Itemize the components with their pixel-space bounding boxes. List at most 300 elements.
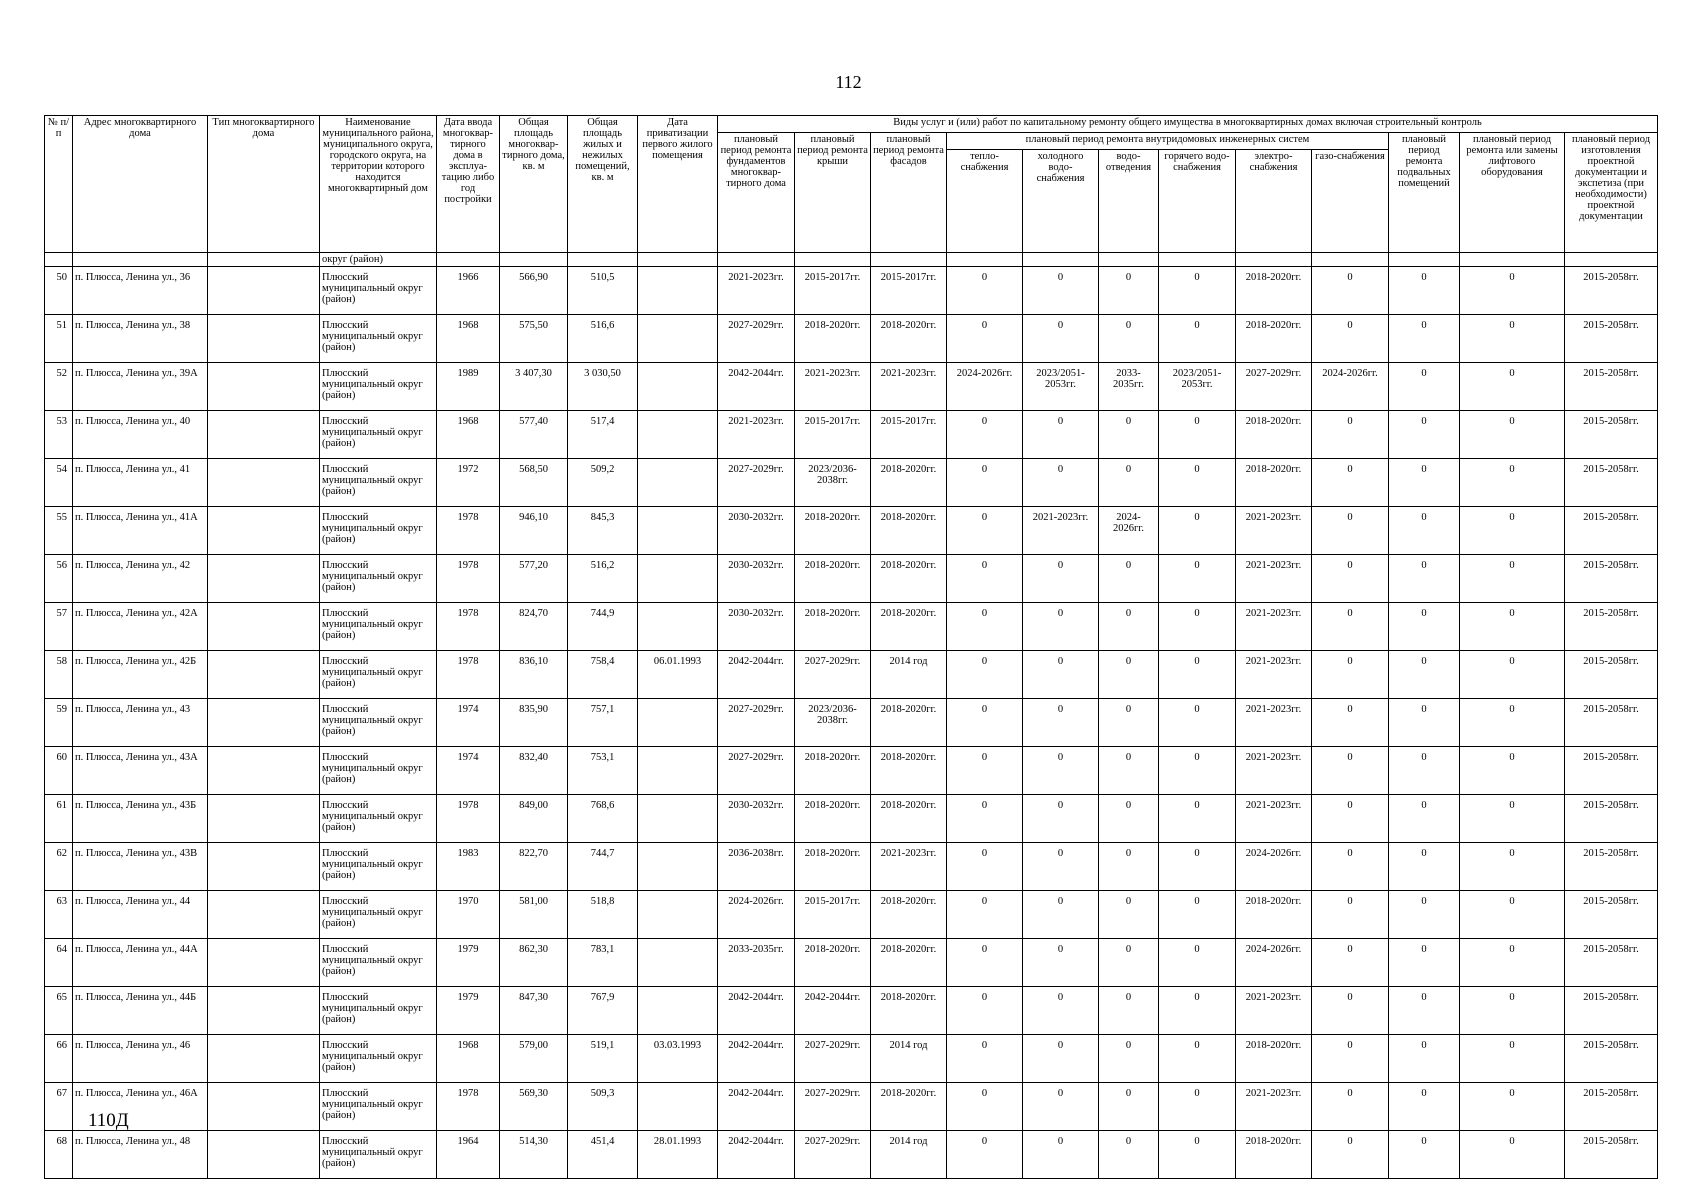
privatization-date-cell (638, 939, 718, 987)
design-docs-cell: 2015-2058гг. (1565, 1035, 1658, 1083)
row-number: 68 (45, 1131, 73, 1179)
total-area-cell: 832,40 (500, 747, 568, 795)
facade-period-cell: 2014 год (871, 651, 947, 699)
gas-cell: 0 (1312, 795, 1389, 843)
heat-supply-cell: 0 (947, 795, 1023, 843)
address-cell: п. Плюсса, Ленина ул., 46А (73, 1083, 208, 1131)
gas-cell: 2024-2026гг. (1312, 363, 1389, 411)
hot-water-cell: 2023/2051-2053гг. (1159, 363, 1236, 411)
basement-cell: 0 (1389, 363, 1460, 411)
privatization-date-cell (638, 363, 718, 411)
row-number: 60 (45, 747, 73, 795)
elevator-cell: 0 (1460, 699, 1565, 747)
type-cell (208, 267, 320, 315)
living-area-cell: 516,6 (568, 315, 638, 363)
electric-cell: 2021-2023гг. (1236, 987, 1312, 1035)
electric-cell: 2021-2023гг. (1236, 603, 1312, 651)
roof-period-cell: 2015-2017гг. (795, 267, 871, 315)
heat-supply-cell: 0 (947, 267, 1023, 315)
privatization-date-cell: 03.03.1993 (638, 1035, 718, 1083)
row-number: 56 (45, 555, 73, 603)
gas-cell: 0 (1312, 1083, 1389, 1131)
privatization-date-cell (638, 891, 718, 939)
total-area-cell: 824,70 (500, 603, 568, 651)
sewer-cell: 0 (1099, 1131, 1159, 1179)
privatization-date-cell: 06.01.1993 (638, 651, 718, 699)
design-docs-cell: 2015-2058гг. (1565, 795, 1658, 843)
address-cell: п. Плюсса, Ленина ул., 43Б (73, 795, 208, 843)
commission-year-cell: 1974 (437, 747, 500, 795)
type-cell (208, 459, 320, 507)
basement-cell: 0 (1389, 267, 1460, 315)
col-design-docs-header: плановый период изготовления проектной документации и экспетиза (при необходимости) проектной документации (1565, 133, 1658, 253)
gas-cell: 0 (1312, 603, 1389, 651)
living-area-cell: 744,9 (568, 603, 638, 651)
facade-period-cell: 2018-2020гг. (871, 939, 947, 987)
total-area-cell: 568,50 (500, 459, 568, 507)
electric-cell: 2024-2026гг. (1236, 843, 1312, 891)
design-docs-cell: 2015-2058гг. (1565, 1131, 1658, 1179)
hot-water-cell: 0 (1159, 795, 1236, 843)
electric-cell: 2018-2020гг. (1236, 411, 1312, 459)
municipality-cell: Плюсский муниципальный округ (район) (320, 747, 437, 795)
foundation-period-cell: 2021-2023гг. (718, 267, 795, 315)
roof-period-cell: 2027-2029гг. (795, 1131, 871, 1179)
total-area-cell: 579,00 (500, 1035, 568, 1083)
facade-period-cell: 2018-2020гг. (871, 747, 947, 795)
cold-water-cell: 0 (1023, 843, 1099, 891)
col-address-header: Адрес многоквартирного дома (73, 116, 208, 253)
col-living-area-header: Общая площадь жилых и нежилых помещений, кв. м (568, 116, 638, 253)
elevator-cell: 0 (1460, 363, 1565, 411)
heat-supply-cell: 0 (947, 1131, 1023, 1179)
privatization-date-cell: 28.01.1993 (638, 1131, 718, 1179)
electric-cell: 2021-2023гг. (1236, 1083, 1312, 1131)
cold-water-cell: 0 (1023, 1035, 1099, 1083)
living-area-cell: 510,5 (568, 267, 638, 315)
gas-cell: 0 (1312, 891, 1389, 939)
elevator-cell: 0 (1460, 603, 1565, 651)
roof-period-cell: 2023/2036-2038гг. (795, 699, 871, 747)
municipality-cell: Плюсский муниципальный округ (район) (320, 267, 437, 315)
design-docs-cell: 2015-2058гг. (1565, 1083, 1658, 1131)
table-row (45, 699, 1658, 747)
commission-year-cell: 1979 (437, 939, 500, 987)
row-number: 62 (45, 843, 73, 891)
type-cell (208, 795, 320, 843)
col-cold-water-header: холодного водо-снабжения (1023, 150, 1099, 253)
privatization-date-cell (638, 795, 718, 843)
electric-cell: 2018-2020гг. (1236, 459, 1312, 507)
privatization-date-cell (638, 459, 718, 507)
roof-period-cell: 2018-2020гг. (795, 507, 871, 555)
type-cell (208, 363, 320, 411)
sewer-cell: 0 (1099, 939, 1159, 987)
foundation-period-cell: 2027-2029гг. (718, 315, 795, 363)
col-commission-date-header: Дата ввода многоквар-тирного дома в эксплуа-тацию либо год постройки (437, 116, 500, 253)
row-number: 58 (45, 651, 73, 699)
gas-cell: 0 (1312, 1035, 1389, 1083)
elevator-cell: 0 (1460, 987, 1565, 1035)
gas-cell: 0 (1312, 267, 1389, 315)
electric-cell: 2021-2023гг. (1236, 795, 1312, 843)
electric-cell: 2021-2023гг. (1236, 699, 1312, 747)
continuation-row (45, 253, 1658, 267)
roof-period-cell: 2018-2020гг. (795, 315, 871, 363)
heat-supply-cell: 0 (947, 1035, 1023, 1083)
roof-period-cell: 2015-2017гг. (795, 891, 871, 939)
table-row (45, 603, 1658, 651)
roof-period-cell: 2023/2036-2038гг. (795, 459, 871, 507)
hot-water-cell: 0 (1159, 1035, 1236, 1083)
privatization-date-cell (638, 987, 718, 1035)
design-docs-cell: 2015-2058гг. (1565, 843, 1658, 891)
privatization-date-cell (638, 699, 718, 747)
roof-period-cell: 2018-2020гг. (795, 555, 871, 603)
type-cell (208, 747, 320, 795)
row-number: 59 (45, 699, 73, 747)
total-area-cell: 566,90 (500, 267, 568, 315)
municipality-cell: Плюсский муниципальный округ (район) (320, 363, 437, 411)
roof-period-cell: 2015-2017гг. (795, 411, 871, 459)
facade-period-cell: 2021-2023гг. (871, 363, 947, 411)
design-docs-cell: 2015-2058гг. (1565, 747, 1658, 795)
living-area-cell: 509,3 (568, 1083, 638, 1131)
col-gas-header: газо-снабжения (1312, 150, 1389, 253)
privatization-date-cell (638, 603, 718, 651)
gas-cell: 0 (1312, 1131, 1389, 1179)
table-row (45, 363, 1658, 411)
elevator-cell: 0 (1460, 411, 1565, 459)
heat-supply-cell: 0 (947, 651, 1023, 699)
commission-year-cell: 1978 (437, 1083, 500, 1131)
elevator-cell: 0 (1460, 843, 1565, 891)
heat-supply-cell: 0 (947, 699, 1023, 747)
table-row (45, 507, 1658, 555)
design-docs-cell: 2015-2058гг. (1565, 651, 1658, 699)
living-area-cell: 518,8 (568, 891, 638, 939)
municipality-cell: Плюсский муниципальный округ (район) (320, 891, 437, 939)
foundation-period-cell: 2024-2026гг. (718, 891, 795, 939)
heat-supply-cell: 0 (947, 939, 1023, 987)
address-cell: п. Плюсса, Ленина ул., 36 (73, 267, 208, 315)
row-number: 50 (45, 267, 73, 315)
row-number: 54 (45, 459, 73, 507)
table-row (45, 411, 1658, 459)
design-docs-cell: 2015-2058гг. (1565, 555, 1658, 603)
cold-water-cell: 0 (1023, 939, 1099, 987)
living-area-cell: 767,9 (568, 987, 638, 1035)
hot-water-cell: 0 (1159, 699, 1236, 747)
address-cell: п. Плюсса, Ленина ул., 48 (73, 1131, 208, 1179)
facade-period-cell: 2018-2020гг. (871, 555, 947, 603)
privatization-date-cell (638, 843, 718, 891)
privatization-date-cell (638, 555, 718, 603)
row-number: 66 (45, 1035, 73, 1083)
basement-cell: 0 (1389, 795, 1460, 843)
facade-period-cell: 2018-2020гг. (871, 987, 947, 1035)
elevator-cell: 0 (1460, 747, 1565, 795)
heat-supply-cell: 0 (947, 603, 1023, 651)
municipality-cell: Плюсский муниципальный округ (район) (320, 1083, 437, 1131)
heat-supply-cell: 0 (947, 747, 1023, 795)
address-cell: п. Плюсса, Ленина ул., 42А (73, 603, 208, 651)
basement-cell: 0 (1389, 603, 1460, 651)
table-row (45, 747, 1658, 795)
heat-supply-cell: 0 (947, 315, 1023, 363)
type-cell (208, 1083, 320, 1131)
sewer-cell: 0 (1099, 411, 1159, 459)
type-cell (208, 603, 320, 651)
facade-period-cell: 2018-2020гг. (871, 795, 947, 843)
foundation-period-cell: 2042-2044гг. (718, 987, 795, 1035)
cold-water-cell: 0 (1023, 1131, 1099, 1179)
elevator-cell: 0 (1460, 1083, 1565, 1131)
address-cell: п. Плюсса, Ленина ул., 41А (73, 507, 208, 555)
roof-period-cell: 2027-2029гг. (795, 651, 871, 699)
hot-water-cell: 0 (1159, 747, 1236, 795)
sewer-cell: 0 (1099, 987, 1159, 1035)
hot-water-cell: 0 (1159, 987, 1236, 1035)
row-number: 61 (45, 795, 73, 843)
cold-water-cell: 0 (1023, 699, 1099, 747)
sewer-cell: 0 (1099, 603, 1159, 651)
heat-supply-cell: 0 (947, 891, 1023, 939)
design-docs-cell: 2015-2058гг. (1565, 267, 1658, 315)
elevator-cell: 0 (1460, 459, 1565, 507)
row-number: 63 (45, 891, 73, 939)
gas-cell: 0 (1312, 507, 1389, 555)
hot-water-cell: 0 (1159, 315, 1236, 363)
municipality-cell: Плюсский муниципальный округ (район) (320, 795, 437, 843)
commission-year-cell: 1974 (437, 699, 500, 747)
table-body (45, 253, 1658, 1179)
municipality-cell: Плюсский муниципальный округ (район) (320, 1131, 437, 1179)
total-area-cell: 835,90 (500, 699, 568, 747)
cold-water-cell: 0 (1023, 747, 1099, 795)
type-cell (208, 507, 320, 555)
privatization-date-cell (638, 315, 718, 363)
roof-period-cell: 2027-2029гг. (795, 1083, 871, 1131)
commission-year-cell: 1979 (437, 987, 500, 1035)
cold-water-cell: 0 (1023, 891, 1099, 939)
elevator-cell: 0 (1460, 267, 1565, 315)
living-area-cell: 744,7 (568, 843, 638, 891)
type-cell (208, 843, 320, 891)
living-area-cell: 845,3 (568, 507, 638, 555)
sewer-cell: 0 (1099, 747, 1159, 795)
table-row (45, 459, 1658, 507)
foundation-period-cell: 2027-2029гг. (718, 699, 795, 747)
col-municipality-header: Наименование муниципального района, муниципального округа, городского округа, на территории которого находится многоквартирный дом (320, 116, 437, 253)
sewer-cell: 0 (1099, 843, 1159, 891)
elevator-cell: 0 (1460, 795, 1565, 843)
table-row (45, 651, 1658, 699)
total-area-cell: 514,30 (500, 1131, 568, 1179)
col-facade-header: плановый период ремонта фасадов (871, 133, 947, 253)
table-row (45, 939, 1658, 987)
commission-year-cell: 1968 (437, 1035, 500, 1083)
heat-supply-cell: 0 (947, 507, 1023, 555)
table-row (45, 891, 1658, 939)
address-cell: п. Плюсса, Ленина ул., 44 (73, 891, 208, 939)
cold-water-cell: 0 (1023, 795, 1099, 843)
living-area-cell: 783,1 (568, 939, 638, 987)
cold-water-cell: 0 (1023, 603, 1099, 651)
basement-cell: 0 (1389, 1035, 1460, 1083)
commission-year-cell: 1978 (437, 555, 500, 603)
commission-year-cell: 1978 (437, 651, 500, 699)
capital-repair-table (44, 115, 1658, 1179)
sewer-cell: 0 (1099, 555, 1159, 603)
design-docs-cell: 2015-2058гг. (1565, 603, 1658, 651)
table-row (45, 267, 1658, 315)
design-docs-cell: 2015-2058гг. (1565, 363, 1658, 411)
total-area-cell: 575,50 (500, 315, 568, 363)
cold-water-cell: 0 (1023, 651, 1099, 699)
hot-water-cell: 0 (1159, 267, 1236, 315)
cold-water-cell: 0 (1023, 1083, 1099, 1131)
gas-cell: 0 (1312, 987, 1389, 1035)
living-area-cell: 516,2 (568, 555, 638, 603)
row-number: 57 (45, 603, 73, 651)
address-cell: п. Плюсса, Ленина ул., 42 (73, 555, 208, 603)
municipality-cell: Плюсский муниципальный округ (район) (320, 987, 437, 1035)
row-number: 65 (45, 987, 73, 1035)
hot-water-cell: 0 (1159, 651, 1236, 699)
total-area-cell: 822,70 (500, 843, 568, 891)
foundation-period-cell: 2042-2044гг. (718, 651, 795, 699)
municipality-cell: Плюсский муниципальный округ (район) (320, 651, 437, 699)
heat-supply-cell: 0 (947, 411, 1023, 459)
basement-cell: 0 (1389, 507, 1460, 555)
col-total-area-header: Общая площадь многоквар-тирного дома, кв. м (500, 116, 568, 253)
address-cell: п. Плюсса, Ленина ул., 43А (73, 747, 208, 795)
col-foundation-header: плановый период ремонта фундаментов многоквар-тирного дома (718, 133, 795, 253)
foundation-period-cell: 2042-2044гг. (718, 363, 795, 411)
foundation-period-cell: 2036-2038гг. (718, 843, 795, 891)
type-cell (208, 939, 320, 987)
design-docs-cell: 2015-2058гг. (1565, 699, 1658, 747)
basement-cell: 0 (1389, 1083, 1460, 1131)
gas-cell: 0 (1312, 555, 1389, 603)
facade-period-cell: 2018-2020гг. (871, 1083, 947, 1131)
municipality-cell: Плюсский муниципальный округ (район) (320, 939, 437, 987)
sewer-cell: 2033-2035гг. (1099, 363, 1159, 411)
municipality-cell: Плюсский муниципальный округ (район) (320, 411, 437, 459)
cold-water-cell: 0 (1023, 315, 1099, 363)
facade-period-cell: 2015-2017гг. (871, 267, 947, 315)
row-number: 52 (45, 363, 73, 411)
heat-supply-cell: 2024-2026гг. (947, 363, 1023, 411)
facade-period-cell: 2015-2017гг. (871, 411, 947, 459)
municipality-cell: Плюсский муниципальный округ (район) (320, 1035, 437, 1083)
table-row (45, 987, 1658, 1035)
col-roof-header: плановый период ремонта крыши (795, 133, 871, 253)
living-area-cell: 451,4 (568, 1131, 638, 1179)
cold-water-cell: 0 (1023, 987, 1099, 1035)
sewer-cell: 0 (1099, 1035, 1159, 1083)
living-area-cell: 753,1 (568, 747, 638, 795)
foundation-period-cell: 2033-2035гг. (718, 939, 795, 987)
continuation-text: округ (район) (320, 253, 437, 267)
address-cell: п. Плюсса, Ленина ул., 44А (73, 939, 208, 987)
elevator-cell: 0 (1460, 891, 1565, 939)
type-cell (208, 1131, 320, 1179)
elevator-cell: 0 (1460, 315, 1565, 363)
facade-period-cell: 2018-2020гг. (871, 699, 947, 747)
row-number: 64 (45, 939, 73, 987)
living-area-cell: 519,1 (568, 1035, 638, 1083)
roof-period-cell: 2018-2020гг. (795, 939, 871, 987)
gas-cell: 0 (1312, 747, 1389, 795)
privatization-date-cell (638, 747, 718, 795)
electric-cell: 2021-2023гг. (1236, 651, 1312, 699)
facade-period-cell: 2018-2020гг. (871, 603, 947, 651)
col-sewer-header: водо-отведения (1099, 150, 1159, 253)
hot-water-cell: 0 (1159, 1083, 1236, 1131)
commission-year-cell: 1964 (437, 1131, 500, 1179)
design-docs-cell: 2015-2058гг. (1565, 891, 1658, 939)
gas-cell: 0 (1312, 651, 1389, 699)
basement-cell: 0 (1389, 411, 1460, 459)
hot-water-cell: 0 (1159, 459, 1236, 507)
elevator-cell: 0 (1460, 507, 1565, 555)
foundation-period-cell: 2042-2044гг. (718, 1083, 795, 1131)
electric-cell: 2021-2023гг. (1236, 555, 1312, 603)
commission-year-cell: 1968 (437, 411, 500, 459)
cold-water-cell: 2023/2051-2053гг. (1023, 363, 1099, 411)
total-area-cell: 836,10 (500, 651, 568, 699)
sewer-cell: 0 (1099, 795, 1159, 843)
address-cell: п. Плюсса, Ленина ул., 39А (73, 363, 208, 411)
facade-period-cell: 2018-2020гг. (871, 459, 947, 507)
type-cell (208, 555, 320, 603)
page-number: 112 (835, 72, 862, 92)
cold-water-cell: 2021-2023гг. (1023, 507, 1099, 555)
roof-period-cell: 2021-2023гг. (795, 363, 871, 411)
address-cell: п. Плюсса, Ленина ул., 38 (73, 315, 208, 363)
elevator-cell: 0 (1460, 555, 1565, 603)
total-area-cell: 849,00 (500, 795, 568, 843)
privatization-date-cell (638, 1083, 718, 1131)
electric-cell: 2018-2020гг. (1236, 891, 1312, 939)
basement-cell: 0 (1389, 459, 1460, 507)
address-cell: п. Плюсса, Ленина ул., 43В (73, 843, 208, 891)
foundation-period-cell: 2027-2029гг. (718, 747, 795, 795)
electric-cell: 2027-2029гг. (1236, 363, 1312, 411)
facade-period-cell: 2021-2023гг. (871, 843, 947, 891)
electric-cell: 2024-2026гг. (1236, 939, 1312, 987)
cold-water-cell: 0 (1023, 459, 1099, 507)
row-number: 51 (45, 315, 73, 363)
hot-water-cell: 0 (1159, 411, 1236, 459)
facade-period-cell: 2018-2020гг. (871, 507, 947, 555)
address-cell: п. Плюсса, Ленина ул., 41 (73, 459, 208, 507)
municipality-cell: Плюсский муниципальный округ (район) (320, 315, 437, 363)
type-cell (208, 315, 320, 363)
electric-cell: 2021-2023гг. (1236, 507, 1312, 555)
commission-year-cell: 1970 (437, 891, 500, 939)
sewer-cell: 0 (1099, 267, 1159, 315)
basement-cell: 0 (1389, 651, 1460, 699)
facade-period-cell: 2014 год (871, 1131, 947, 1179)
sewer-cell: 0 (1099, 891, 1159, 939)
footer-code: 110Д (88, 1110, 129, 1131)
gas-cell: 0 (1312, 939, 1389, 987)
commission-year-cell: 1978 (437, 603, 500, 651)
elevator-cell: 0 (1460, 939, 1565, 987)
